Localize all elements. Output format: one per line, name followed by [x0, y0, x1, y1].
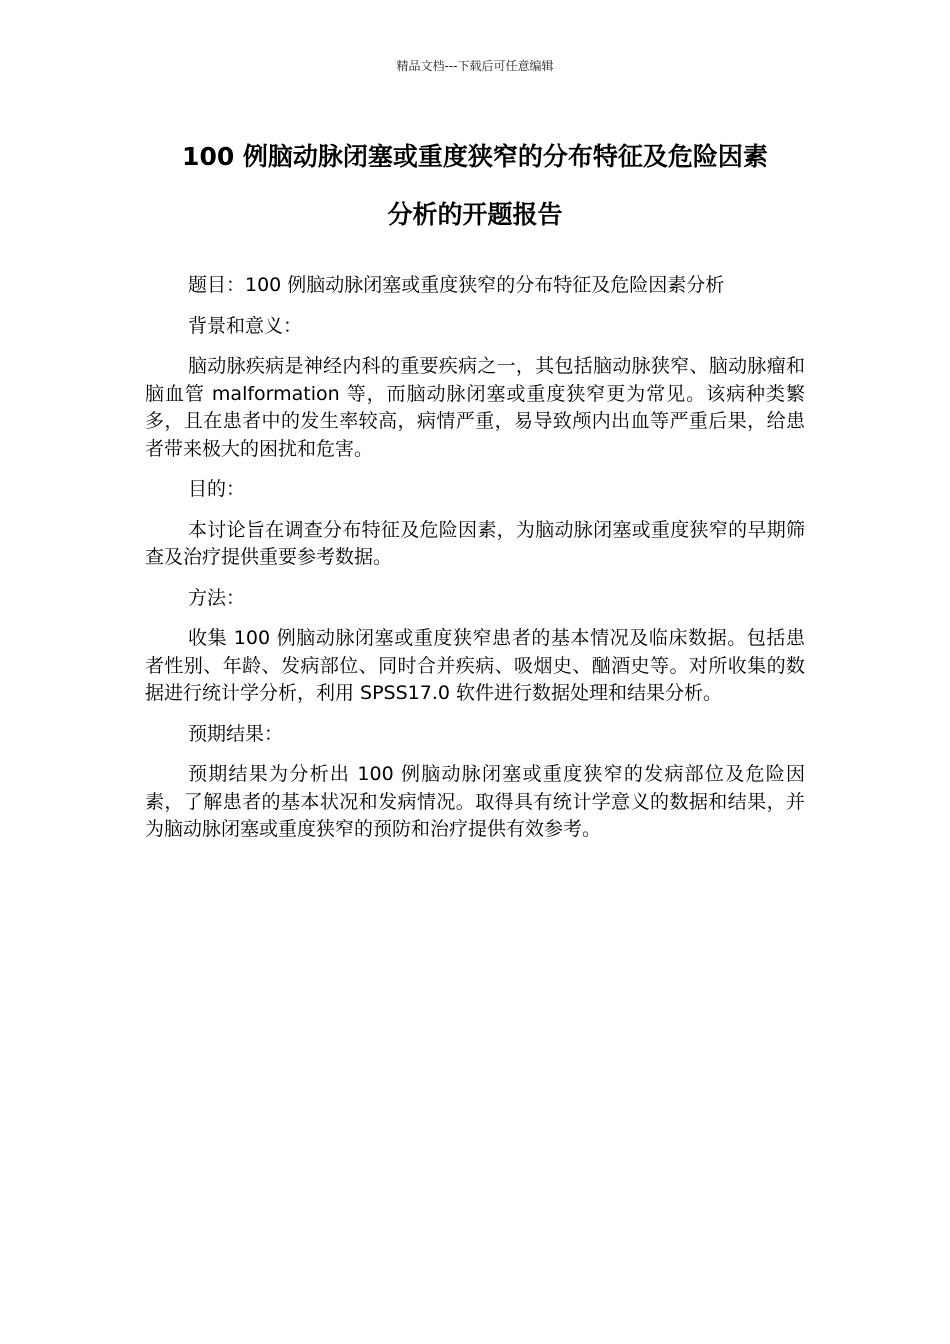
background-paragraph: 脑动脉疾病是神经内科的重要疾病之一，其包括脑动脉狭窄、脑动脉瘤和脑血管 malformation 等，而脑动脉闭塞或重度狭窄更为常见。该病种类繁多，且在患者中的发生率较高，病情严重，易导致颅内出血等严重后果，给患者带来极大的困扰和危害。	[145, 355, 805, 460]
method-paragraph: 收集 100 例脑动脉闭塞或重度狭窄患者的基本情况及临床数据。包括患者性别、年龄、发病部位、同时合并疾病、吸烟史、酗酒史等。对所收集的数据进行统计学分析，利用 SPSS17.0 软件进行数据处理和结果分析。	[145, 627, 805, 704]
results-heading: 预期结果：	[188, 722, 284, 745]
topic-line: 题目：100 例脑动脉闭塞或重度狭窄的分布特征及危险因素分析	[188, 274, 725, 296]
method-heading: 方法：	[188, 586, 246, 609]
purpose-heading: 目的：	[188, 478, 246, 500]
title-line-2: 分析的开题报告	[387, 200, 563, 229]
background-heading: 背景和意义：	[188, 314, 303, 337]
purpose-paragraph: 本讨论旨在调查分布特征及危险因素，为脑动脉闭塞或重度狭窄的早期筛查及治疗提供重要参考数据。	[145, 518, 805, 568]
document-body	[145, 272, 805, 857]
document-title	[120, 134, 830, 238]
page-header: 精品文档---下载后可任意编辑	[396, 59, 554, 73]
title-line-1: 100 例脑动脉闭塞或重度狭窄的分布特征及危险因素	[182, 142, 768, 171]
results-paragraph: 预期结果为分析出 100 例脑动脉闭塞或重度狭窄的发病部位及危险因素，了解患者的基本状况和发病情况。取得具有统计学意义的数据和结果，并为脑动脉闭塞或重度狭窄的预防和治疗提供有效参考。	[145, 763, 805, 840]
